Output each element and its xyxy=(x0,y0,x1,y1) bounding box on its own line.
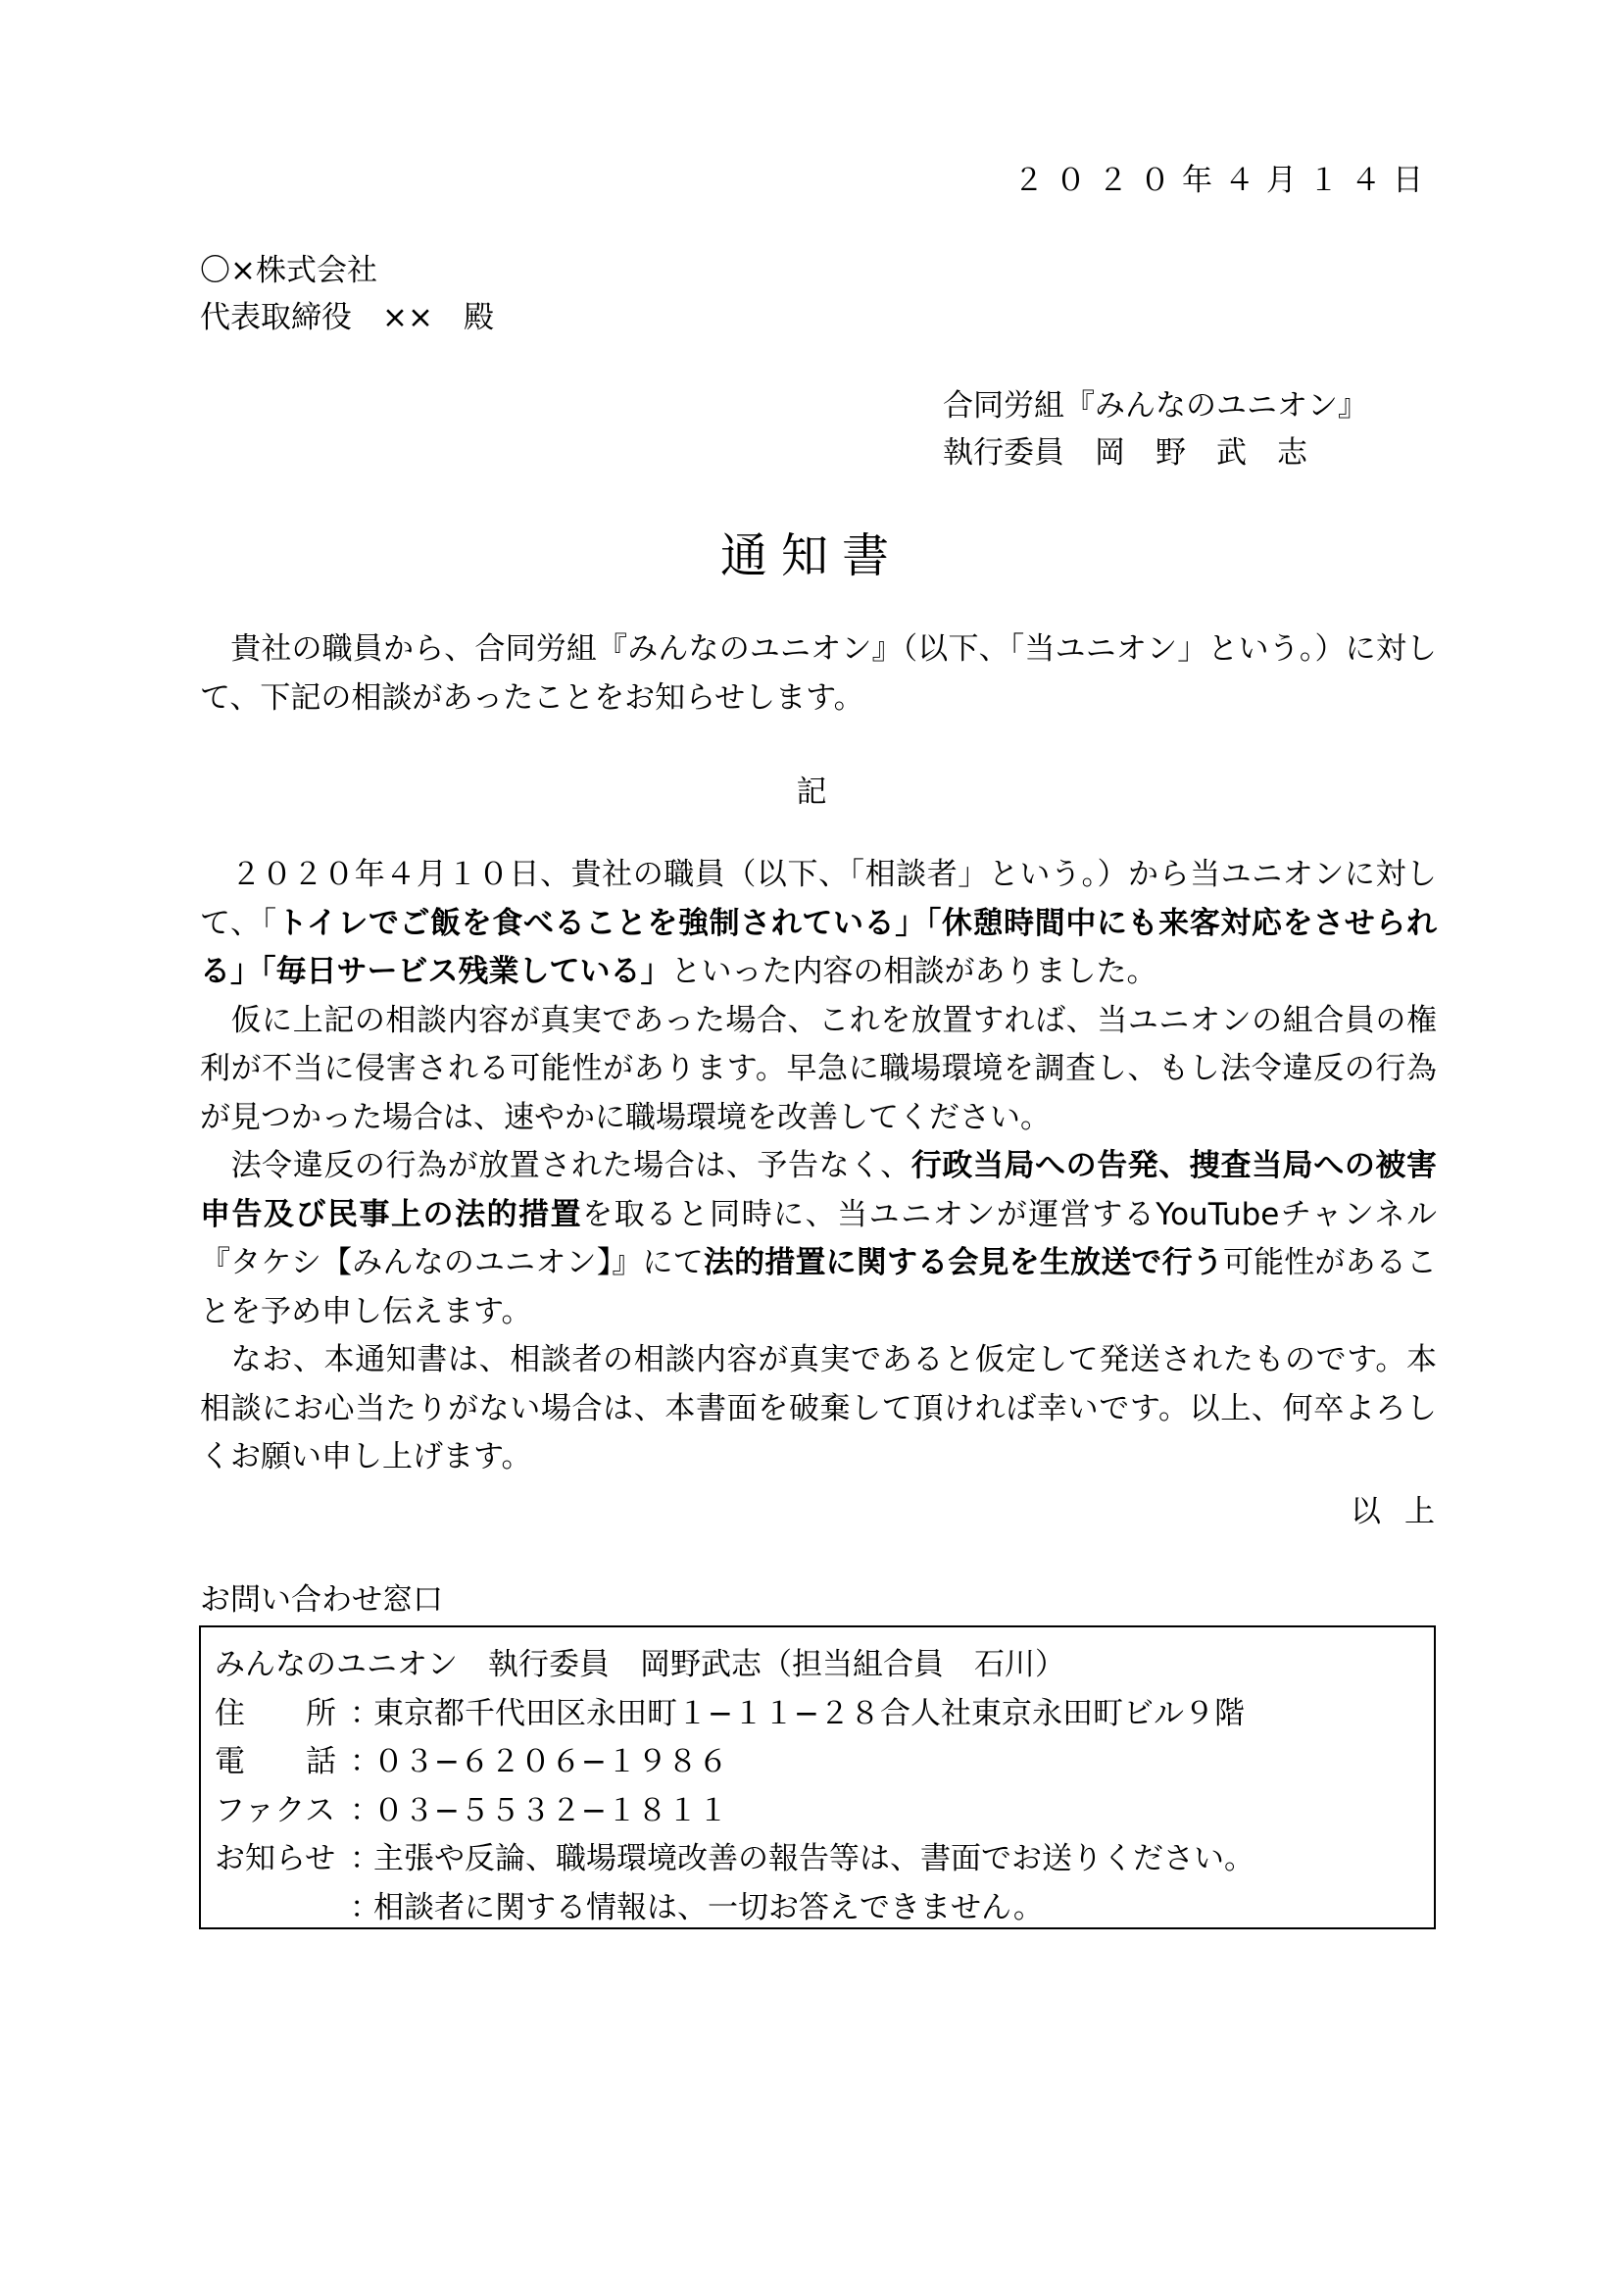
p3-text: 法令違反の行為が放置された場合は、予告なく、 xyxy=(200,1148,911,1183)
sender-organization: 合同労組『みんなのユニオン』 xyxy=(943,388,1368,424)
separator: ： xyxy=(350,1841,380,1876)
contact-row-fax xyxy=(215,1787,1254,1836)
p1-text: ２０２０年４月１０日、貴社の職員（以下、「相談者」という。）から当ユニオンに対して、「 xyxy=(200,857,1437,941)
separator: ： xyxy=(350,1695,380,1731)
contact-value: 主張や反論、職場環境改善の報告等は、書面でお送りください。 xyxy=(373,1841,1254,1876)
ki-heading: 記 xyxy=(796,774,827,810)
body-paragraph-1 xyxy=(200,851,1437,997)
recipient-company: 〇×株式会社 xyxy=(200,253,377,288)
separator: ： xyxy=(350,1792,380,1828)
contact-heading: お問い合わせ窓口 xyxy=(200,1582,443,1618)
body-paragraph-4: なお、本通知書は、相談者の相談内容が真実であると仮定して発送されたものです。本相談にお心当たりがない場合は、本書面を破棄して頂ければ幸いです。以上、何卒よろしくお願い申し上げます。 xyxy=(200,1342,1438,1474)
body-paragraph-2: 仮に上記の相談内容が真実であった場合、これを放置すれば、当ユニオンの組合員の権利が不当に侵害される可能性があります。早急に職場環境を調査し、もし法令違反の行為が見つかった場合は、速やかに職場環境を改善してください。 xyxy=(200,1002,1438,1135)
contact-label: 電 話 xyxy=(215,1744,336,1779)
contact-row-notice xyxy=(215,1835,1254,1884)
body-section xyxy=(200,851,1437,1482)
contact-header-line: みんなのユニオン 執行委員 岡野武志（担当組合員 石川） xyxy=(215,1647,1065,1682)
intro-paragraph: 貴社の職員から、合同労組『みんなのユニオン』（以下、「当ユニオン」という。）に対して、下記の相談があったことをお知らせします。 xyxy=(200,631,1437,716)
p1-emphasis: トイレでご飯を食べることを強制されている」「休憩時間中にも来客対応をさせられる」「毎日サービス残業している」 xyxy=(200,905,1437,989)
separator: ： xyxy=(350,1744,380,1779)
contact-value: ０３−６２０６−１９８６ xyxy=(373,1744,728,1779)
contact-value: ０３−５５３２−１８１１ xyxy=(373,1792,728,1828)
separator: ： xyxy=(350,1889,380,1925)
contact-row-address xyxy=(215,1690,1254,1739)
contact-label: お知らせ xyxy=(215,1841,336,1876)
document-date: ２０２０年４月１４日 xyxy=(1013,163,1435,198)
contact-row-notice-2 xyxy=(215,1884,1254,1933)
closing-mark: 以上 xyxy=(1351,1494,1458,1529)
p1-text-end: といった内容の相談がありました。 xyxy=(670,954,1157,989)
contact-value: 東京都千代田区永田町１−１１−２８合人社東京永田町ビル９階 xyxy=(373,1695,1245,1731)
recipient-block xyxy=(200,247,494,341)
recipient-person: 代表取締役 ×× 殿 xyxy=(200,300,494,335)
body-paragraph-3 xyxy=(200,1142,1437,1336)
contact-label: 住 所 xyxy=(215,1695,336,1731)
p3-emphasis-2: 法的措置に関する会見を生放送で行う xyxy=(703,1245,1223,1280)
p3-text-end: 可能性があることを予め申し伝えます。 xyxy=(200,1245,1438,1329)
document-title: 通知書 xyxy=(719,528,903,583)
contact-value: 相談者に関する情報は、一切お答えできません。 xyxy=(373,1889,1044,1925)
contact-row-phone xyxy=(215,1738,1254,1787)
contact-label: ファクス xyxy=(215,1792,336,1828)
contact-box xyxy=(199,1625,1436,1929)
sender-block xyxy=(943,382,1368,476)
p3-emphasis-1: 行政当局への告発、捜査当局への被害申告及び民事上の法的措置 xyxy=(200,1148,1437,1232)
sender-representative: 執行委員 岡 野 武 志 xyxy=(943,435,1307,471)
p3-text-mid: を取ると同時に、当ユニオンが運営するYouTubeチャンネル『タケシ【みんなのユニオン】』にて xyxy=(200,1196,1438,1280)
